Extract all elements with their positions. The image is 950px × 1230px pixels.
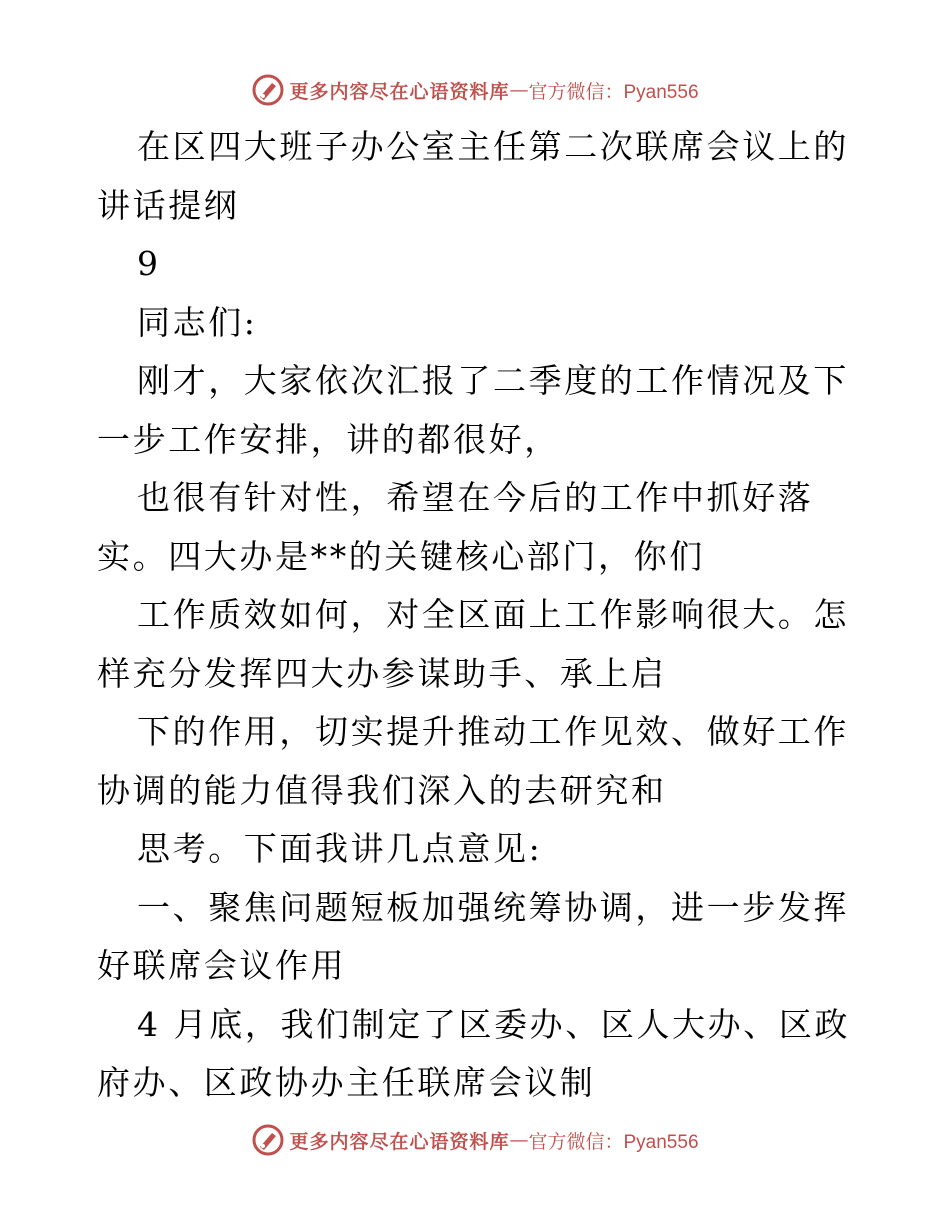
paragraph-number: 9 bbox=[137, 244, 161, 283]
paragraph: 也很有针对性，希望在今后的工作中抓好落实。四大办是**的关键核心部门，你们 bbox=[97, 478, 814, 576]
paragraph: 工作质效如何，对全区面上工作影响很大。怎样充分发挥四大办参谋助手、承上启 bbox=[97, 595, 849, 693]
paragraph-salutation: 同志们: bbox=[137, 302, 258, 342]
paragraph: 思考。下面我讲几点意见: bbox=[137, 829, 543, 868]
footer-brand-text: 更多内容尽在心语资料库 bbox=[289, 1130, 510, 1153]
pen-logo-icon bbox=[251, 1123, 285, 1157]
footer-wechat-text: 官方微信：Pyan556 bbox=[528, 1131, 699, 1153]
page-header-watermark bbox=[0, 70, 950, 110]
paragraph: 下的作用，切实提升推动工作见效、做好工作协调的能力值得我们深入的去研究和 bbox=[97, 712, 849, 810]
paragraph: 4 月底，我们制定了区委办、区人大办、区政府办、区政协办主任联席会议制 bbox=[97, 1004, 851, 1102]
paragraph: 刚才，大家依次汇报了二季度的工作情况及下一步工作安排，讲的都很好， bbox=[97, 361, 849, 459]
section-heading: 一、聚焦问题短板加强统筹协调，进一步发挥好联席会议作用 bbox=[97, 887, 849, 985]
footer-dash: — bbox=[509, 1129, 529, 1151]
header-dash: — bbox=[509, 79, 529, 101]
page-footer-watermark bbox=[0, 1120, 950, 1160]
header-brand-text: 更多内容尽在心语资料库 bbox=[289, 80, 510, 103]
header-wechat-text: 官方微信：Pyan556 bbox=[528, 81, 699, 103]
pen-logo-icon bbox=[251, 73, 285, 107]
paragraph-title: 在区四大班子办公室主任第二次联席会议上的讲话提纲 bbox=[97, 127, 849, 225]
document-body bbox=[97, 118, 857, 1113]
